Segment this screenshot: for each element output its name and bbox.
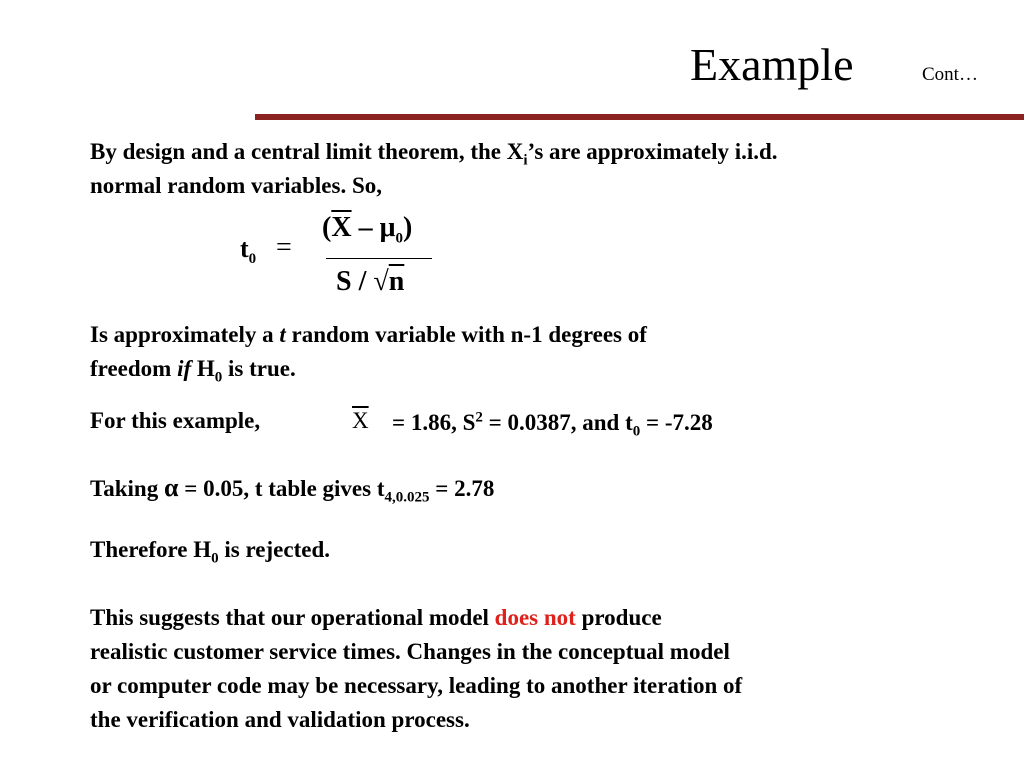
final-line-4: the verification and validation process. <box>90 707 470 732</box>
intro-line-1 <box>90 135 778 169</box>
example-t-sub: 0 <box>632 423 641 440</box>
final-line-2: realistic customer service times. Changes in the conceptual model <box>90 639 730 664</box>
formula-t-sub: 0 <box>248 251 257 268</box>
final-line-1-a: This suggests that our operational model <box>90 605 495 630</box>
final-line-1 <box>90 601 662 635</box>
formula-equals: = <box>276 232 292 263</box>
para2-text-a: Is approximately a <box>90 322 280 347</box>
example-xbar <box>352 408 369 434</box>
title-maroon-rule <box>255 114 1024 120</box>
alpha-line <box>90 471 494 506</box>
example-s-squared: 2 <box>475 409 483 426</box>
conclusion-b: is rejected. <box>218 537 330 562</box>
para2-line-2 <box>90 352 296 386</box>
alpha-text-b: = 0.05, t table gives t <box>178 476 385 501</box>
para2-is-true: is true. <box>222 356 296 381</box>
fraction-bar <box>326 258 432 259</box>
intro-line-1-text: By design and a central limit theorem, the X <box>90 139 524 164</box>
denominator-root: √ <box>373 266 389 297</box>
alpha-t-sub: 4,0.025 <box>384 489 430 506</box>
conclusion-line <box>90 533 330 567</box>
example-label: For this example, <box>90 408 261 433</box>
para2-h-sub: 0 <box>214 369 223 386</box>
numerator-xbar: $\overline{X}$ <box>331 212 352 243</box>
para2-text-b: random variable with n-1 degrees of <box>285 322 647 347</box>
formula-denominator <box>336 266 404 298</box>
denominator-s: S / <box>336 266 374 297</box>
final-does-not: does not <box>494 605 576 630</box>
denominator-n: n <box>388 266 405 297</box>
final-line-3: or computer code may be necessary, leading to another iteration of <box>90 673 743 698</box>
alpha-symbol: α <box>163 473 179 502</box>
intro-line-1-end: ’s are approximately i.i.d. <box>527 139 778 164</box>
example-text-b: = 0.0387, and t <box>482 410 633 435</box>
example-xbar-glyph: $\overline{X}$ <box>352 408 369 433</box>
slide-title: Example <box>690 39 854 90</box>
formula-lhs <box>240 234 257 268</box>
alpha-taking: Taking <box>90 476 164 501</box>
numerator-open-paren: ( <box>322 212 332 243</box>
intro-line-2: normal random variables. So, <box>90 173 382 198</box>
numerator-close-paren: ) <box>402 212 413 243</box>
numerator-minus-mu: – μ <box>351 212 396 243</box>
para2-freedom: freedom <box>90 356 178 381</box>
formula-t: t <box>240 234 249 263</box>
alpha-text-c: = 2.78 <box>429 476 495 501</box>
example-text-c: = -7.28 <box>640 410 713 435</box>
conclusion-a: Therefore H <box>90 537 212 562</box>
para2-if-italic: if <box>177 356 192 381</box>
para2-t-italic: t <box>279 322 286 347</box>
final-line-1-b: produce <box>575 605 662 630</box>
numerator-mu-sub: 0 <box>395 230 403 247</box>
intro-subscript-i: i <box>523 152 528 169</box>
example-values <box>392 406 713 440</box>
example-text-a: = 1.86, S <box>392 410 476 435</box>
slide-subtitle: Cont… <box>922 64 978 85</box>
conclusion-sub: 0 <box>211 550 219 567</box>
para2-line-1 <box>90 318 647 352</box>
para2-h: H <box>191 356 215 381</box>
formula-numerator <box>322 212 413 247</box>
